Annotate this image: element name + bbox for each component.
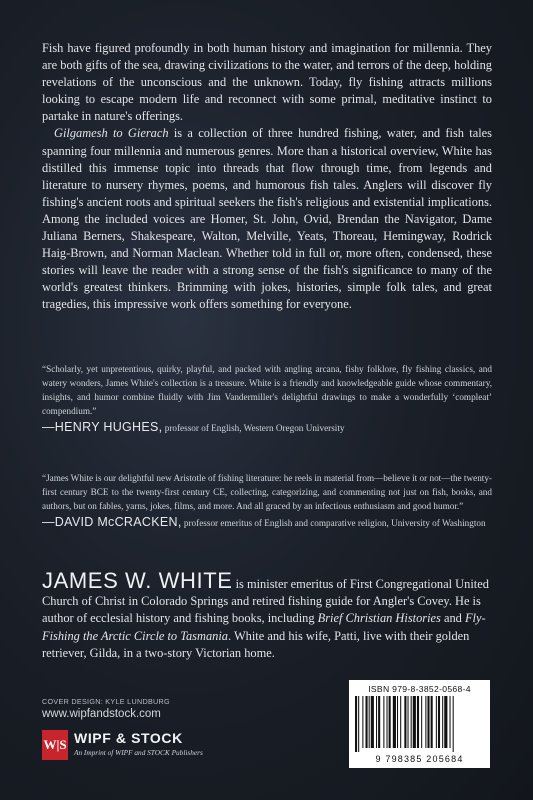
book-title-1: Brief Christian Histories — [317, 611, 441, 626]
barcode-bar — [397, 696, 398, 748]
publisher-logo — [42, 730, 242, 764]
barcode-bar — [358, 696, 359, 752]
publisher-mark-icon: W|S — [42, 730, 68, 760]
barcode-bar — [436, 696, 437, 748]
barcode-bar — [413, 696, 416, 748]
barcode-bar — [417, 696, 419, 748]
author-bio-text-2: and — [440, 611, 465, 626]
description-paragraph-2 — [42, 125, 492, 313]
barcode-bar — [421, 696, 422, 748]
barcode-bar — [427, 696, 429, 748]
description-paragraph-1: Fish have figured profoundly in both human history and imagination for millennia. They are both gifts of the sea, drawing civilizations to the water, and terrors of the deep, holding revelations of the unconscious and the unknown. Today, fly fishing attracts millions looking to escape modern life and reconnect with some primal, meditative instinct to partake in nature's offerings. — [42, 41, 492, 124]
endorsement-2 — [42, 471, 492, 530]
barcode-bar — [371, 696, 374, 748]
barcode — [349, 680, 490, 768]
book-description — [42, 40, 492, 314]
endorser-name: —DAVID McCRACKEN, — [42, 515, 182, 529]
barcode-bar — [378, 696, 380, 748]
barcode-number: 9 798385 205684 — [375, 754, 464, 764]
author-bio — [42, 568, 492, 662]
endorsement-text: “Scholarly, yet unpretentious, quirky, playful, and packed with angling arcana, fishy folklore, fly fishing classics, and watery wonders, James White's collection is a treasure. White is a friendly and knowledgeable guide whose commentary, insights, and humor combine fluidly with Jim Vandermiller's delightful drawings to make a wonderfully ‘compleat’ compendium.” — [42, 364, 492, 416]
cover-design-credit: COVER DESIGN: KYLE LUNDBURG — [42, 697, 170, 706]
publisher-website: www.wipfandstock.com — [42, 708, 161, 720]
barcode-bar — [450, 696, 451, 748]
barcode-bar — [355, 696, 357, 752]
barcode-bar — [438, 696, 440, 748]
publisher-imprint: An Imprint of WIPF and STOCK Publishers — [74, 748, 203, 757]
barcode-bar — [369, 696, 370, 748]
barcode-bars-icon — [355, 696, 484, 752]
barcode-bar — [376, 696, 377, 748]
author-bio-text-1: is minister emeritus of First Congregational United Church of Christ in Colorado Springs and retired fishing guide for Angler's Covey. He is author of ecclesial history and fishing books, including — [42, 577, 489, 626]
book-title-2: Fly-Fishing the Arctic Circle to Tasmania — [42, 611, 486, 643]
barcode-bar — [411, 696, 412, 748]
barcode-bar — [425, 696, 426, 748]
author-bio-text-3: . White and his wife, Patti, live with their golden retriever, Gilda, in a two-story Victorian home. — [42, 628, 470, 660]
publisher-name: WIPF & STOCK — [74, 730, 183, 746]
barcode-bar — [453, 696, 454, 752]
endorsement-attribution — [42, 515, 492, 530]
endorser-name: —HENRY HUGHES, — [42, 420, 163, 434]
endorsement-text: “James White is our delightful new Aristotle of fishing literature: he reels in material from—believe it or not—the twenty-first century BCE to the twenty-first century CE, collecting, categorizing, and commenting not just on fish, books, and authors, but on fables, yarns, jokes, films, and more. And all graced by an infectious enthusiasm and good humor.” — [42, 473, 492, 511]
endorser-role: professor of English, Western Oregon University — [162, 423, 345, 433]
barcode-bar — [431, 696, 433, 748]
endorsement-1 — [42, 362, 492, 435]
barcode-bar — [408, 696, 409, 748]
barcode-bar — [389, 696, 391, 748]
barcode-bar — [404, 696, 406, 748]
barcode-bar — [387, 696, 388, 748]
isbn-label: ISBN 979-8-3852-0568-4 — [368, 684, 471, 694]
endorsement-attribution — [42, 420, 492, 435]
endorser-role: professor emeritus of English and comparative religion, University of Washington — [181, 518, 486, 528]
barcode-bar — [383, 696, 384, 748]
barcode-bar — [393, 696, 396, 748]
barcode-bar — [400, 696, 401, 748]
barcode-bar — [442, 696, 443, 748]
author-name: JAMES W. WHITE — [42, 568, 233, 593]
barcode-bar — [362, 696, 363, 748]
description-paragraph-2-text: is a collection of three hundred fishing, water, and fish tales spanning four millennia and numerous genres. More than a historical overview, White has distilled this immense topic into threads that flow through time, from legends and literature to nursery rhymes, poems, and humorous fish tales. Anglers will discover fly fishing's ancient roots and spiritual seekers the fish's religious and existential implications. Among the included voices are Homer, St. John, Ovid, Brendan the Navigator, Dame Juliana Berners, Shakespeare, Walton, Melville, Yeats, Thoreau, Hemingway, Rodrick Haig-Brown, and Norman Maclean. Whether told in full or, more often, condensed, these stories will leave the reader with a strong sense of the fish's significance to many of the world's greatest thinkers. Brimming with jokes, histories, simple folk tales, and great tragedies, this impressive work offers something for everyone. — [42, 126, 493, 312]
book-title-italic: Gilgamesh to Gierach — [54, 126, 169, 141]
barcode-bar — [366, 696, 368, 748]
barcode-bar — [444, 696, 447, 748]
